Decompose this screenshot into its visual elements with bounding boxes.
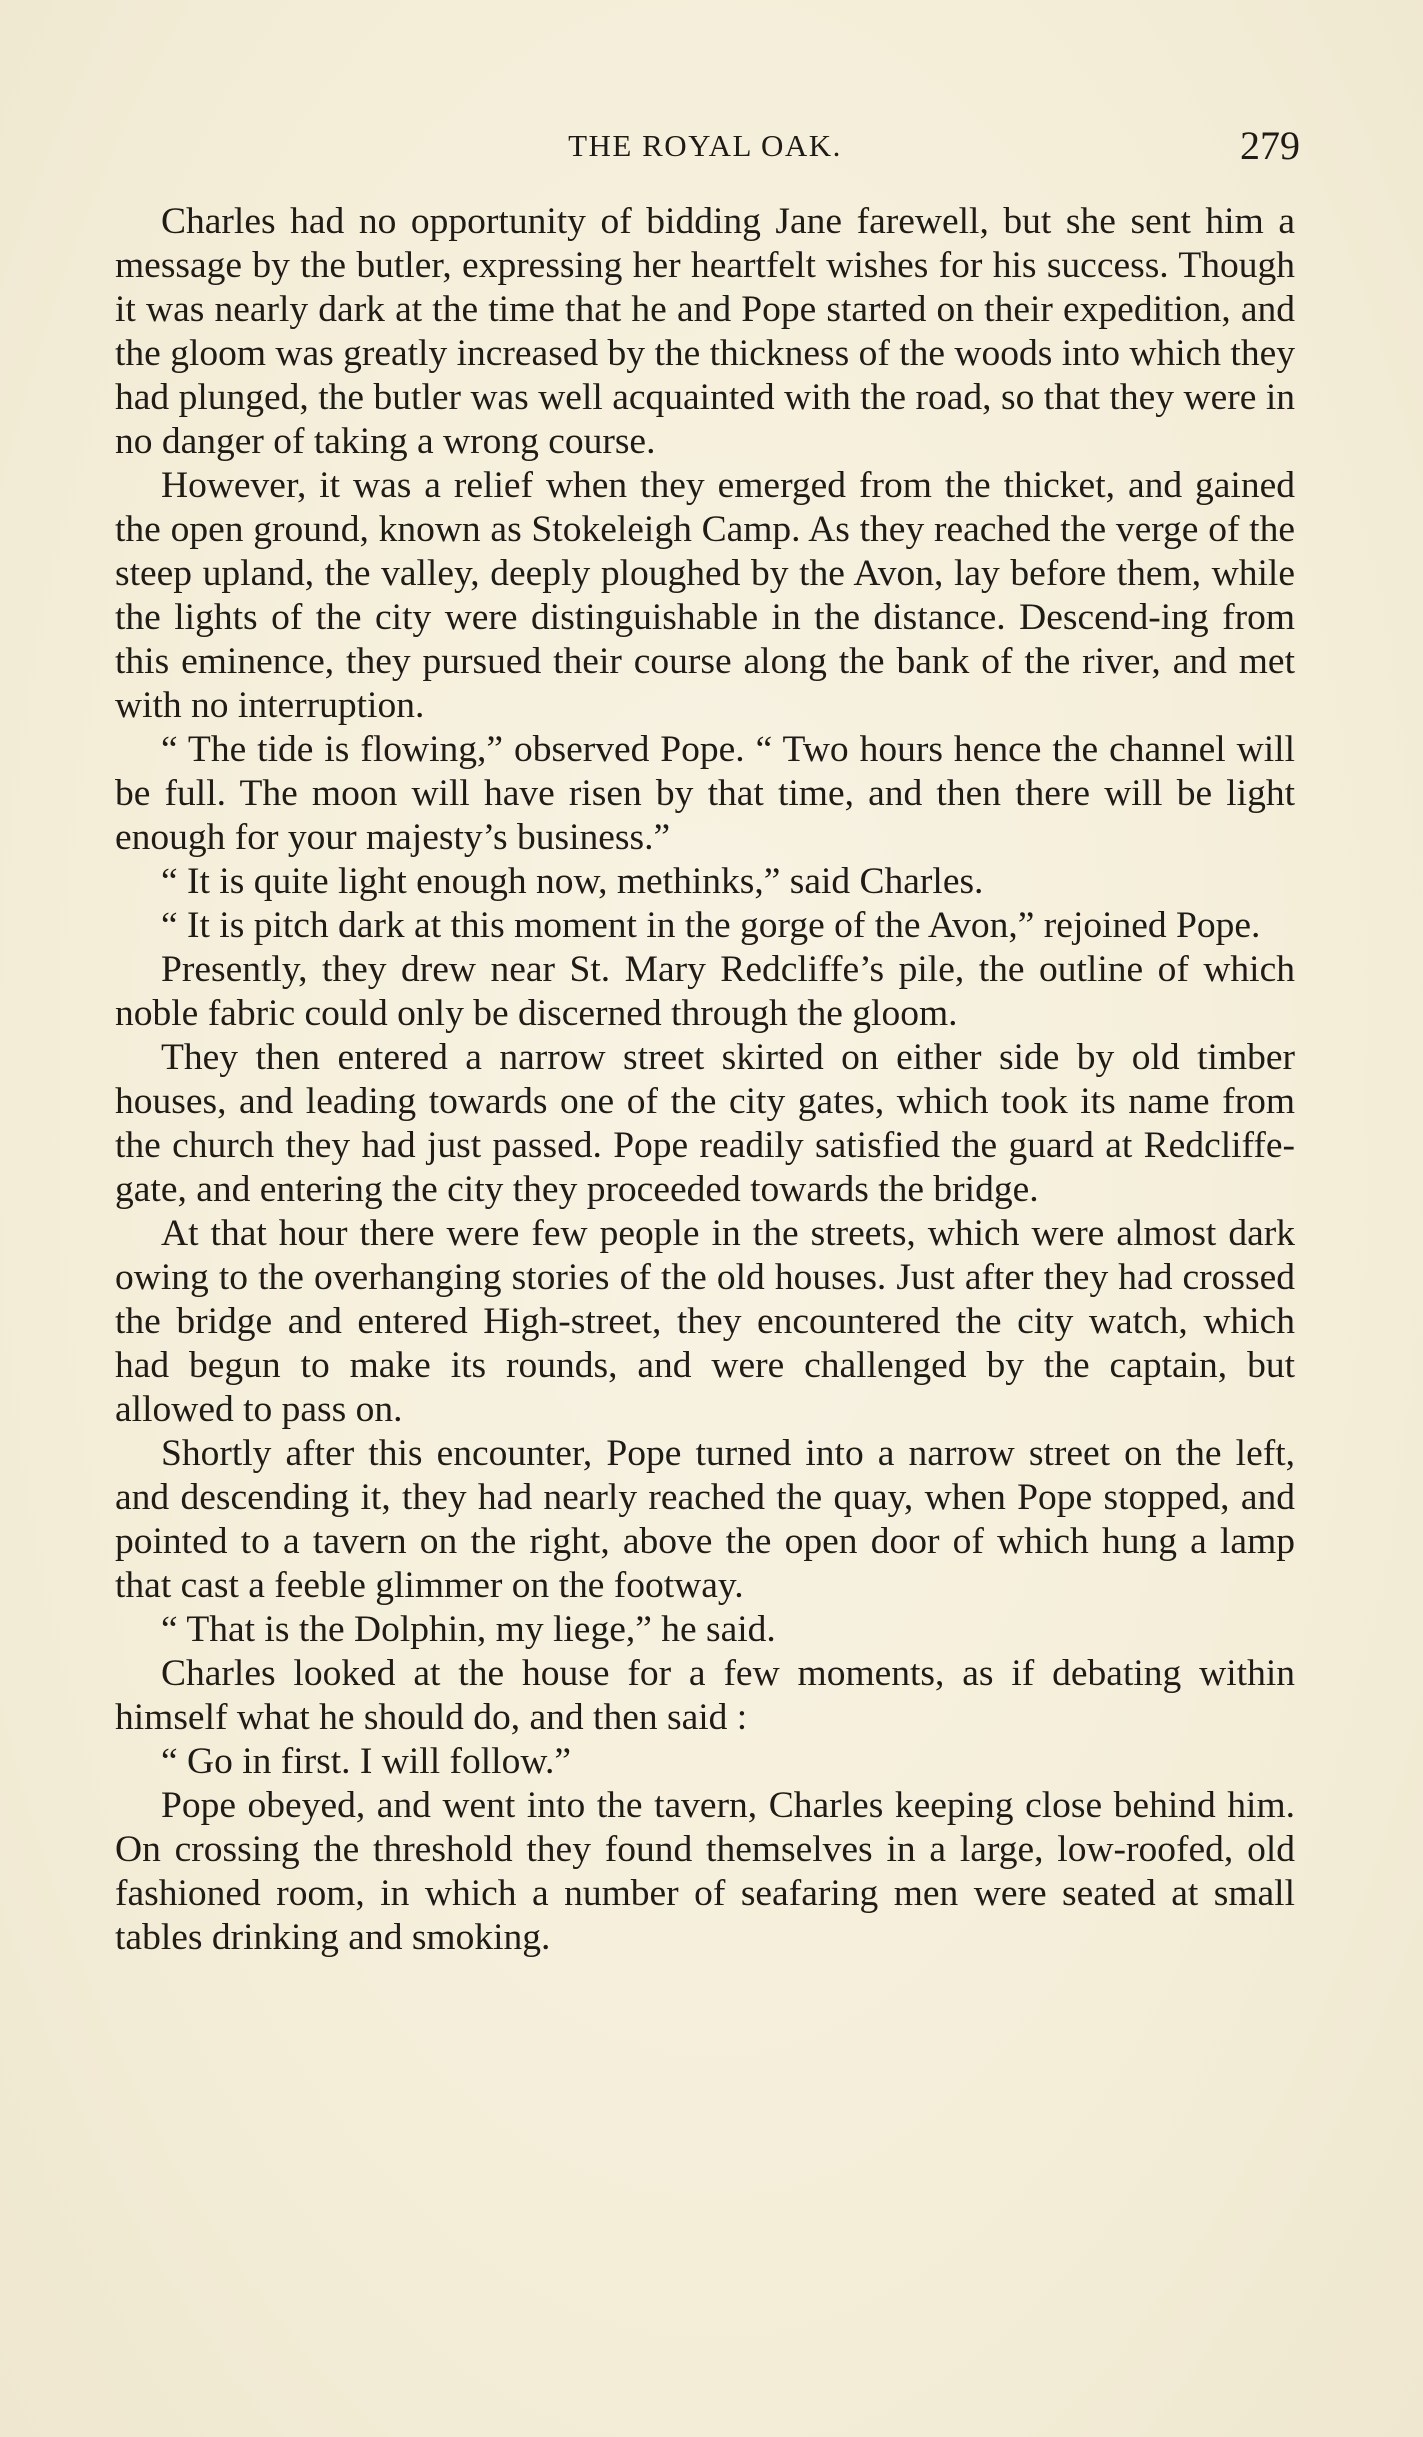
paragraph: They then entered a narrow street skirted on either side by old timber houses, and leading towards one of the city gates, which took its name from the church they had just passed. Pope readily satisfied the guard at Redcliffe-gate, and entering the city they proceeded towards the bridge. [115, 1037, 1295, 1210]
paragraph: Pope obeyed, and went into the tavern, Charles keeping close behind him. On crossing the threshold they found themselves in a large, low-roofed, old fashioned room, in which a number of seafaring men were seated at small tables drinking and smoking. [115, 1785, 1295, 1958]
body-text [115, 200, 1295, 1960]
paragraph: However, it was a relief when they emerged from the thicket, and gained the open ground, known as Stokeleigh Camp. As they reached the verge of the steep upland, the valley, deeply ploughed by the Avon, lay before them, while the lights of the city were distinguishable in the distance. Descend-ing from this eminence, they pursued their course along the bank of the river, and met with no interruption. [115, 465, 1295, 726]
paragraph: At that hour there were few people in the streets, which were almost dark owing to the overhanging stories of the old houses. Just after they had crossed the bridge and entered High-street, they encountered the city watch, which had begun to make its rounds, and were challenged by the captain, but allowed to pass on. [115, 1213, 1295, 1430]
paragraph: “ It is pitch dark at this moment in the gorge of the Avon,” rejoined Pope. [161, 905, 1261, 946]
running-head [110, 118, 1300, 174]
paragraph: Presently, they drew near St. Mary Redcliffe’s pile, the outline of which noble fabric could only be discerned through the gloom. [115, 949, 1295, 1034]
page-number: 279 [1240, 123, 1300, 168]
running-title: THE ROYAL OAK. [568, 128, 842, 163]
paragraph: “ Go in first. I will follow.” [161, 1741, 571, 1782]
paragraph: “ The tide is flowing,” observed Pope. “ Two hours hence the channel will be full. The moon will have risen by that time, and then there will be light enough for your majesty’s business.” [115, 729, 1295, 858]
paragraph: Charles looked at the house for a few moments, as if debating within himself what he should do, and then said : [115, 1653, 1295, 1738]
paragraph: Charles had no opportunity of bidding Jane farewell, but she sent him a message by the butler, expressing her heartfelt wishes for his success. Though it was nearly dark at the time that he and Pope started on their expedition, and the gloom was greatly increased by the thickness of the woods into which they had plunged, the butler was well acquainted with the road, so that they were in no danger of taking a wrong course. [115, 201, 1295, 462]
paragraph: “ That is the Dolphin, my liege,” he said. [161, 1609, 776, 1650]
paragraph: Shortly after this encounter, Pope turned into a narrow street on the left, and descending it, they had nearly reached the quay, when Pope stopped, and pointed to a tavern on the right, above the open door of which hung a lamp that cast a feeble glimmer on the footway. [115, 1433, 1295, 1606]
paragraph: “ It is quite light enough now, methinks,” said Charles. [161, 861, 984, 902]
